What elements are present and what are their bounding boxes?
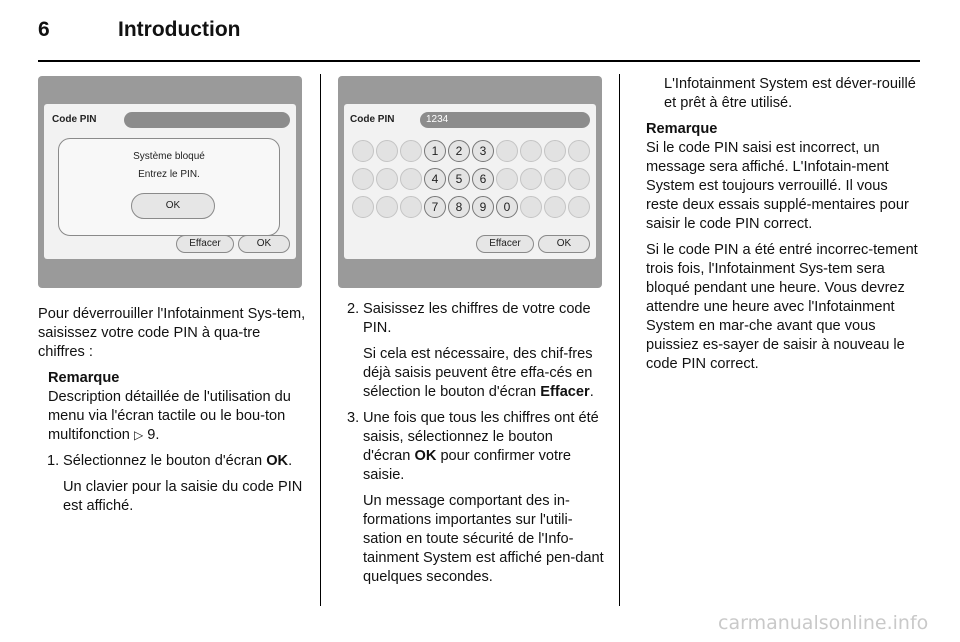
- key-3[interactable]: 3: [472, 140, 494, 162]
- key-2[interactable]: 2: [448, 140, 470, 162]
- empty-key: [544, 168, 566, 190]
- continuation-text: L'Infotainment System est déver-rouillé et prêt à être utilisé.: [664, 76, 916, 111]
- empty-key: [376, 140, 398, 162]
- note-heading: Remarque: [646, 121, 718, 137]
- key-9[interactable]: 9: [472, 196, 494, 218]
- dialog-title: Système bloqué: [133, 151, 205, 162]
- step-3-text: Une fois que tous les chiffres ont été saisis, sélectionnez le bouton d'écran OK pour confirmer votre saisie.: [363, 410, 599, 483]
- left-column: [38, 305, 306, 523]
- empty-key: [400, 196, 422, 218]
- key-7[interactable]: 7: [424, 196, 446, 218]
- list-item: 2. Saisissez les chiffres de votre code PIN. Si cela est nécessaire, des chif-fres déjà saisis peuvent être effa-cés en sélection le bouton d'écran Effacer.: [338, 300, 604, 402]
- page-ref-icon: ▷: [134, 428, 144, 442]
- key-5[interactable]: 5: [448, 168, 470, 190]
- pin-label: Code PIN: [52, 114, 97, 125]
- empty-key: [400, 168, 422, 190]
- screenshot-pin-keypad: [338, 76, 602, 288]
- step-1-text: Sélectionnez le bouton d'écran OK.: [63, 453, 293, 469]
- empty-key: [376, 196, 398, 218]
- key-4[interactable]: 4: [424, 168, 446, 190]
- empty-key: [520, 140, 542, 162]
- middle-column: [338, 300, 604, 594]
- empty-key: [352, 196, 374, 218]
- column-divider-2: [619, 74, 620, 606]
- empty-key: [352, 168, 374, 190]
- screen-display: [44, 104, 296, 259]
- empty-key: [520, 196, 542, 218]
- dialog-ok-button[interactable]: OK: [131, 193, 215, 219]
- step-2-sub: Si cela est nécessaire, des chif-fres déjà saisis peuvent être effa-cés en sélection le bouton d'écran Effacer.: [363, 346, 594, 400]
- note-paragraph-1: Si le code PIN saisi est incorrect, un message sera affiché. L'Infotain-ment System est toujours verrouillé. Il vous reste deux essais supplé-mentaires pour saisir le code PIN correct.: [646, 140, 909, 232]
- ok-button[interactable]: OK: [538, 235, 590, 253]
- empty-key: [496, 140, 518, 162]
- screenshot-pin-locked: [38, 76, 302, 288]
- pin-label: Code PIN: [350, 114, 395, 125]
- ok-button[interactable]: OK: [238, 235, 290, 253]
- empty-key: [352, 140, 374, 162]
- key-6[interactable]: 6: [472, 168, 494, 190]
- key-8[interactable]: 8: [448, 196, 470, 218]
- list-item: 3. Une fois que tous les chiffres ont été saisis, sélectionnez le bouton d'écran OK pour confirmer votre saisie. Un message comportant des in-formations importantes sur l'utili-sation en toute sécurité de l'Info-tainment System est affiché pen-dant quelques secondes.: [347, 410, 604, 585]
- note-heading: Remarque: [48, 370, 120, 386]
- empty-key: [568, 196, 590, 218]
- empty-key: [520, 168, 542, 190]
- step-3-sub: Un message comportant des in-formations importantes sur l'utili-sation en toute sécurité de l'Info-tainment System est affiché pen-dant quelques secondes.: [363, 493, 604, 585]
- note-block: [38, 369, 306, 445]
- empty-key: [544, 196, 566, 218]
- header-rule: [38, 60, 920, 62]
- dialog-message: Entrez le PIN.: [138, 169, 200, 180]
- page-title: Introduction: [118, 18, 241, 41]
- step-2-text: Saisissez les chiffres de votre code PIN.: [363, 301, 591, 336]
- list-item: 1. Sélectionnez le bouton d'écran OK. Un clavier pour la saisie du code PIN est affiché.: [38, 452, 306, 516]
- column-divider-1: [320, 74, 321, 606]
- intro-paragraph: Pour déverrouiller l'Infotainment Sys-tem, saisissez votre code PIN à qua-tre chiffres :: [38, 306, 306, 360]
- pin-field: 1234: [420, 112, 590, 128]
- key-1[interactable]: 1: [424, 140, 446, 162]
- clear-button[interactable]: Effacer: [176, 235, 234, 253]
- pin-field: [124, 112, 290, 128]
- empty-key: [400, 140, 422, 162]
- right-column: [646, 75, 924, 381]
- empty-key: [568, 168, 590, 190]
- note-body: Description détaillée de l'utilisation du menu via l'écran tactile ou le bou-ton multifonction ▷ 9.: [48, 389, 291, 443]
- empty-key: [568, 140, 590, 162]
- empty-key: [496, 168, 518, 190]
- empty-key: [376, 168, 398, 190]
- page-number: 6: [38, 18, 50, 41]
- note-paragraph-2: Si le code PIN a été entré incorrec-tement trois fois, l'Infotainment Sys-tem sera bloqué pendant une heure. Vous devrez attendre une heure avec l'Infotainment System en mar-che avant que vous puissiez es-sayer de saisir à nouveau le code PIN correct.: [646, 242, 918, 372]
- screen-display: [344, 104, 596, 259]
- locked-dialog: [58, 138, 280, 236]
- empty-key: [544, 140, 566, 162]
- key-0[interactable]: 0: [496, 196, 518, 218]
- step-1-sub: Un clavier pour la saisie du code PIN est affiché.: [63, 479, 303, 514]
- clear-button[interactable]: Effacer: [476, 235, 534, 253]
- watermark: carmanualsonline.info: [718, 612, 929, 634]
